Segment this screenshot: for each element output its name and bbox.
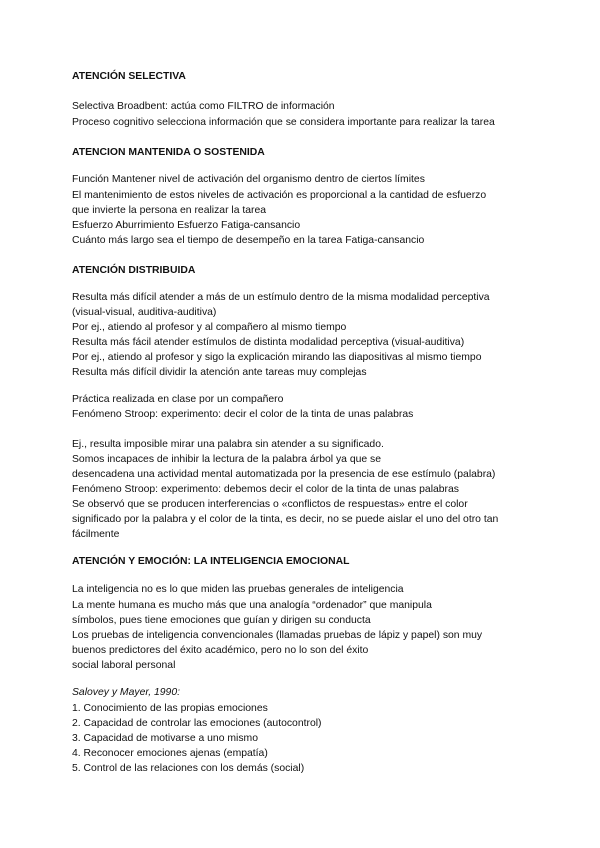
text-line: Función Mantener nivel de activación del organismo dentro de ciertos límites — [72, 174, 425, 185]
text-line: significado por la palabra y el color de la tinta, es decir, no se puede aislar el uno del otro tan — [72, 514, 499, 525]
list-item: 3. Capacidad de motivarse a uno mismo — [72, 733, 258, 744]
text-line: Selectiva Broadbent: actúa como FILTRO de información — [72, 101, 335, 112]
text-line: Por ej., atiendo al profesor y sigo la explicación mirando las diapositivas al mismo tiempo — [72, 352, 482, 363]
text-line: símbolos, pues tiene emociones que guían y dirigen su conducta — [72, 615, 371, 626]
text-line: Proceso cognitivo selecciona información que se considera importante para realizar la tarea — [72, 117, 495, 128]
text-line: La mente humana es mucho más que una analogía “ordenador” que manipula — [72, 600, 432, 611]
text-line: Esfuerzo Aburrimiento Esfuerzo Fatiga-cansancio — [72, 220, 301, 231]
text-line: fácilmente — [72, 529, 120, 540]
text-line: El mantenimiento de estos niveles de activación es proporcional a la cantidad de esfuerzo — [72, 190, 487, 201]
text-line: que invierte la persona en realizar la tarea — [72, 205, 267, 216]
list-item: 2. Capacidad de controlar las emociones (autocontrol) — [72, 718, 322, 729]
text-line: Resulta más fácil atender estímulos de distinta modalidad perceptiva (visual-auditiva) — [72, 337, 465, 348]
text-line: Práctica realizada en clase por un compañero — [72, 394, 284, 405]
list-item: 1. Conocimiento de las propias emociones — [72, 703, 268, 714]
text-line: Por ej., atiendo al profesor y al compañero al mismo tiempo — [72, 322, 347, 333]
heading-atencion-selectiva: ATENCIÓN SELECTIVA — [72, 71, 186, 82]
text-line: Cuánto más largo sea el tiempo de desempeño en la tarea Fatiga-cansancio — [72, 235, 425, 246]
heading-atencion-emocion: ATENCIÓN Y EMOCIÓN: LA INTELIGENCIA EMOCIONAL — [72, 556, 350, 567]
heading-atencion-mantenida: ATENCION MANTENIDA O SOSTENIDA — [72, 147, 265, 158]
list-item: 5. Control de las relaciones con los demás (social) — [72, 763, 305, 774]
text-line: Resulta más difícil atender a más de un estímulo dentro de la misma modalidad perceptiva — [72, 292, 490, 303]
text-line: (visual-visual, auditiva-auditiva) — [72, 307, 217, 318]
text-line: buenos predictores del éxito académico, pero no lo son del éxito — [72, 645, 369, 656]
text-line: Resulta más difícil dividir la atención ante tareas muy complejas — [72, 367, 367, 378]
text-line: Fenómeno Stroop: experimento: decir el color de la tinta de unas palabras — [72, 409, 414, 420]
text-line: Somos incapaces de inhibir la lectura de la palabra árbol ya que se — [72, 454, 382, 465]
heading-atencion-distribuida: ATENCIÓN DISTRIBUIDA — [72, 265, 196, 276]
text-line: Fenómeno Stroop: experimento: debemos decir el color de la tinta de unas palabras — [72, 484, 459, 495]
text-line: Se observó que se producen interferencias o «conflictos de respuestas» entre el color — [72, 499, 468, 510]
citation: Salovey y Mayer, 1990: — [72, 687, 181, 698]
text-line: desencadena una actividad mental automatizada por la presencia de ese estímulo (palabra) — [72, 469, 496, 480]
text-line: Ej., resulta imposible mirar una palabra sin atender a su significado. — [72, 439, 384, 450]
text-line: La inteligencia no es lo que miden las pruebas generales de inteligencia — [72, 584, 404, 595]
text-line: Los pruebas de inteligencia convencionales (llamadas pruebas de lápiz y papel) son muy — [72, 630, 483, 641]
list-item: 4. Reconocer emociones ajenas (empatía) — [72, 748, 268, 759]
text-line: social laboral personal — [72, 660, 176, 671]
